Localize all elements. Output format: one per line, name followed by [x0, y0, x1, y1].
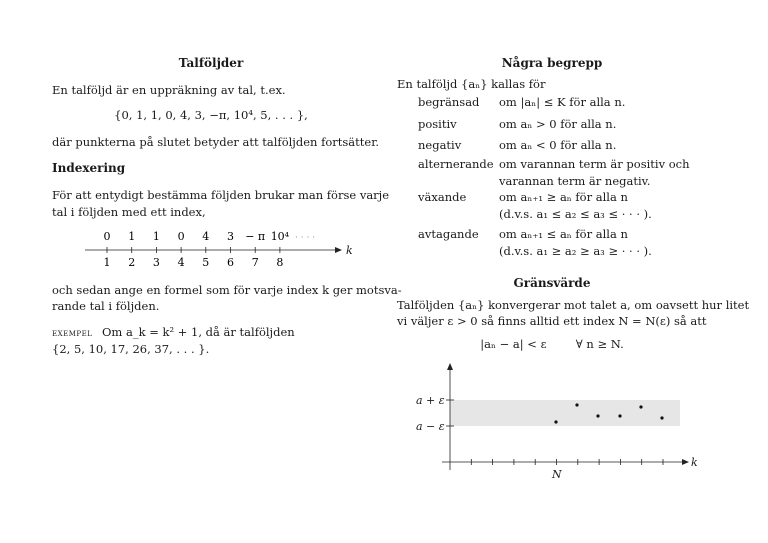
concept-definition: om varannan term är positiv och [499, 157, 690, 171]
example-label: exempel [52, 328, 93, 339]
heading-indexering: Indexering [52, 161, 126, 175]
example-text-2: {2, 5, 10, 17, 26, 37, . . . }. [52, 342, 210, 356]
concept-definition: om aₙ < 0 för alla n. [499, 138, 617, 152]
concept-definition: (d.v.s. a₁ ≥ a₂ ≥ a₃ ≥ · · · ). [499, 244, 652, 258]
concept-definition: om aₙ₊₁ ≥ aₙ för alla n [499, 190, 628, 204]
sequence-index: 7 [251, 256, 259, 269]
label-N: N [552, 468, 562, 481]
sequence-point [618, 414, 621, 417]
formula-text-2: rande tal i följden. [52, 299, 160, 313]
sequence-index: 4 [177, 256, 185, 269]
sequence-value: 10⁴ [270, 230, 290, 243]
label-a-plus-epsilon: a + ε [416, 394, 445, 407]
concept-term: alternerande [418, 157, 494, 171]
limit-formula: |aₙ − a| < ε ∀ n ≥ N. [480, 337, 624, 351]
sequence-point [639, 405, 642, 408]
sequence-value: 0 [103, 230, 111, 243]
label-a-minus-epsilon: a − ε [416, 420, 445, 433]
sequence-value: 4 [202, 230, 210, 243]
concept-term: växande [418, 190, 467, 204]
concept-definition: om |aₙ| ≤ K för alla n. [499, 95, 626, 109]
sequence-value: − π [245, 230, 266, 243]
concepts-lead: En talföljd {aₙ} kallas för [397, 77, 546, 91]
example-set: {0, 1, 1, 0, 4, 3, −π, 10⁴, 5, . . . }, [114, 108, 308, 122]
limit-text-2: vi väljer ε > 0 så finns alltid ett index N = N(ε) så att [397, 314, 707, 328]
sequence-index: 2 [128, 256, 136, 269]
number-line-k-label: k [346, 244, 353, 257]
right-title: Några begrepp [501, 56, 603, 70]
sequence-point [596, 414, 599, 417]
concept-definition: om aₙ₊₁ ≤ aₙ för alla n [499, 227, 628, 241]
sequence-index: 1 [103, 256, 111, 269]
formula-text-1: och sedan ange en formel som för varje index k ger motsva- [52, 283, 402, 297]
concept-term: begränsad [418, 95, 480, 109]
after-set-text: där punkterna på slutet betyder att talföljden fortsätter. [52, 135, 380, 149]
limit-text-1: Talföljden {aₙ} konvergerar mot talet a, om oavsett hur litet [397, 298, 750, 312]
index-text-1: För att entydigt bestämma följden brukar man förse varje [52, 188, 390, 202]
graph-y-arrow [447, 363, 453, 370]
sequence-index: 8 [276, 256, 284, 269]
sequence-index: 3 [152, 256, 160, 269]
concept-definition: (d.v.s. a₁ ≤ a₂ ≤ a₃ ≤ · · · ). [499, 207, 652, 221]
sequence-point [575, 403, 578, 406]
number-line-trailing: · · · · [295, 233, 316, 243]
concept-term: negativ [418, 138, 462, 152]
sequence-point [660, 416, 663, 419]
label-k: k [691, 456, 698, 469]
epsilon-band [450, 400, 680, 426]
concept-term: positiv [418, 117, 457, 131]
graph-x-arrow [682, 459, 689, 465]
convergence-graph [400, 358, 710, 488]
intro-text: En talföljd är en uppräkning av tal, t.ex. [52, 83, 286, 97]
concept-definition: om aₙ > 0 för alla n. [499, 117, 617, 131]
sequence-value: 1 [152, 230, 160, 243]
sequence-point [554, 420, 557, 423]
sequence-index: 6 [227, 256, 234, 269]
index-text-2: tal i följden med ett index, [52, 205, 206, 219]
number-line-arrow [335, 247, 342, 253]
concept-definition: varannan term är negativ. [499, 174, 651, 188]
example-text-1: Om a_k = k² + 1, då är talföljden [102, 325, 295, 339]
sequence-value: 0 [177, 230, 185, 243]
example-line-1 [52, 324, 295, 342]
left-title: Talföljder [178, 56, 244, 70]
heading-gransvarde: Gränsvärde [513, 276, 591, 290]
concept-term: avtagande [418, 227, 479, 241]
number-line [80, 226, 370, 276]
sequence-value: 3 [227, 230, 234, 243]
sequence-value: 1 [128, 230, 136, 243]
sequence-index: 5 [202, 256, 210, 269]
